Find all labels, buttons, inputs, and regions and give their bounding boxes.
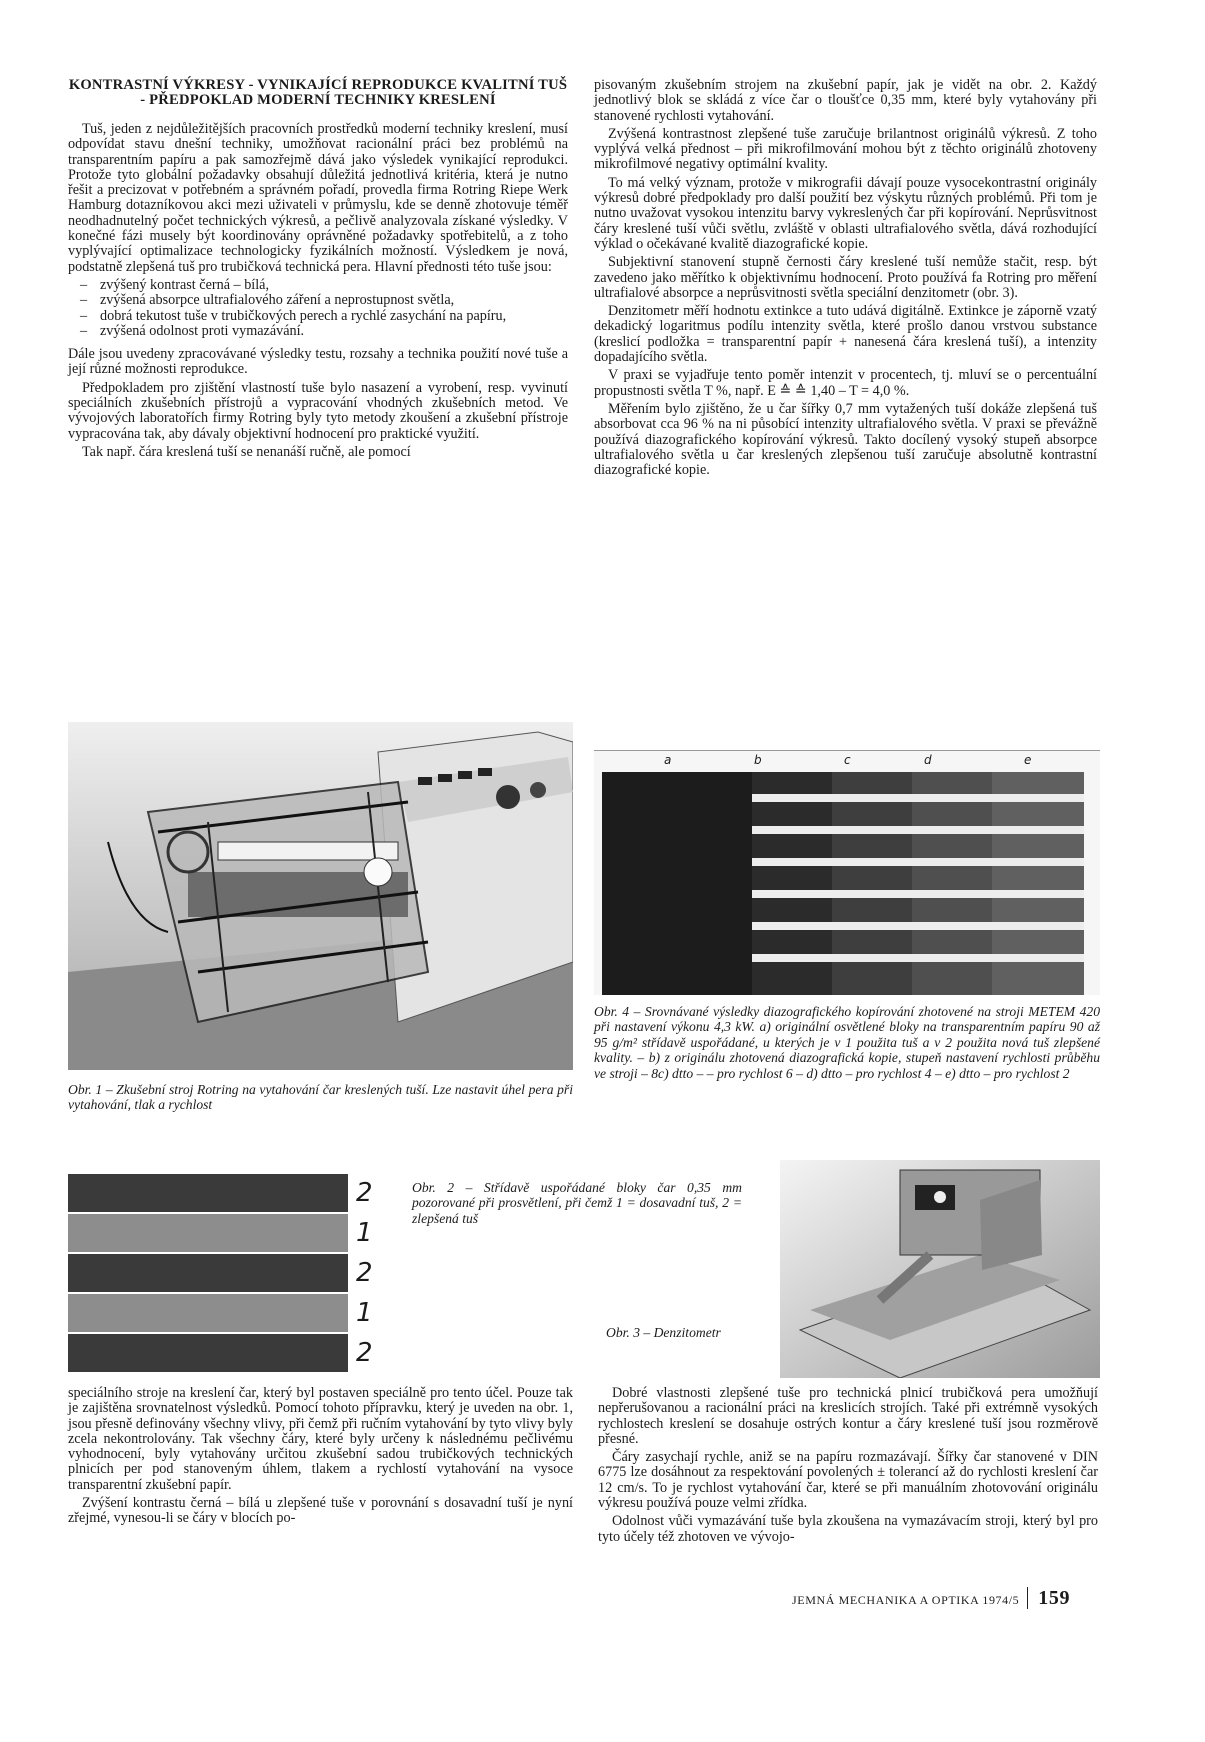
fig4-label-a: a [664, 753, 672, 767]
figure-2-caption: Obr. 2 – Střídavě uspořádané bloky čar 0,35 mm pozorované při prosvětlení, při čemž 1 = dosavadní tuš, 2 = zlepšená tuš [412, 1180, 742, 1226]
densitometer-illustration [780, 1160, 1100, 1378]
paragraph: V praxi se vyjadřuje tento poměr intenzit v procentech, tj. mluví se o percentuální propustnosti světla T %, např. E ≙ ≙ 1,40 – T = 4,0 %. [594, 367, 1097, 399]
fig4-bars [594, 772, 1100, 995]
right-column-bottom [598, 1386, 1098, 1548]
fig2-label: 1 [356, 1218, 373, 1248]
block-1 [68, 1294, 348, 1332]
figure-3-caption: Obr. 3 – Denzitometr [606, 1325, 721, 1340]
paragraph: Denzitometr měří hodnotu extinkce a tuto udává digitálně. Extinkce je záporně vzatý dekadický logaritmus podílu intenzity světla, které prošlo danou vrstvou substance (kreslicí podložka = transparentní papír + nanesená čára kreslená tuší), a intenzity dopadajícího světla. [594, 303, 1097, 366]
fig4-label-b: b [754, 753, 762, 767]
block-2 [68, 1334, 348, 1372]
paragraph: Dále jsou uvedeny zpracovávané výsledky testu, rozsahy a technika použití nové tuše a její různé možnosti reprodukce. [68, 346, 568, 378]
block-2 [68, 1174, 348, 1212]
paragraph: Dobré vlastnosti zlepšené tuše pro technická plnicí trubičková pera umožňují nepřerušovanou a racionální práci na kreslicích strojích. Také při extrémně vysokých rychlostech kreslení se dosahuje ostrých kontur a čáry kreslené tuší jsou rozměrově přesné. [598, 1385, 1098, 1447]
page-footer [792, 1587, 1070, 1610]
block-1 [68, 1214, 348, 1252]
paragraph: Zvýšená kontrastnost zlepšené tuše zaručuje brilantnost originálů výkresů. Z toho vyplývá velká přednost – při mikrofilmování mohou být z těchto originálů zhotoveny mikrofilmové negativy optimální kvality. [594, 125, 1097, 173]
fig4-label-e: e [1024, 753, 1032, 767]
paragraph: Tak např. čára kreslená tuší se nenanáší ručně, ale pomocí [82, 443, 411, 460]
fig2-label: 2 [356, 1258, 373, 1288]
article-title: KONTRASTNÍ VÝKRESY - VYNIKAJÍCÍ REPRODUKCE KVALITNÍ TUŠ - PŘEDPOKLAD MODERNÍ TECHNIKY KRESLENÍ [68, 77, 568, 108]
paragraph: Odolnost vůči vymazávání tuše byla zkoušena na vymazávacím stroji, který byl pro tyto účely též zhotoven ve vývojo- [598, 1513, 1098, 1545]
fig2-label: 2 [356, 1178, 373, 1208]
figure-4-caption: Obr. 4 – Srovnávané výsledky diazografického kopírování zhotovené na stroji METEM 420 při nastavení výkonu 4,3 kW. a) originální osvětlené bloky na transparentním papíru 90 až 95 g/m² střídavě uspořádané, u kterých je v 1 použita tuš a v 2 použita nová tuš zlepšené kvality. – b) z originálu zhotovená diazografická kopie, stupeň nastavení rychlosti průběhu ve stroji – 8c) dtto – – pro rychlost 6 – d) dtto – pro rychlost 4 – e) dtto – pro rychlost 2 [594, 1004, 1100, 1081]
paragraph: Tuš, jeden z nejdůležitějších pracovních prostředků moderní techniky kreslení, musí odpovídat stavu dnešní techniky, umožňovat racionální práci bez problémů na transparentním papíru a pak samozřejmě dává jako výsledek vynikající reprodukci. Protože tyto globální požadavky obsahují důležitá jednotlivá kritéria, která je nutno řešit a precizovat v potřebném a správném pořadí, provedla firma Rotring Riepe Werk Hamburg dotazníkovou akci mezi uživateli v průmyslu, kde se denně zhotovuje téměř neodhadnutelný počet technických výkresů, a pečlivě analyzovala získané výsledky. V konečné fázi musely být koordinovány oprávněné požadavky spotřebitelů, a z toho vyplývající optimalizace technologicky fyzikálních možností. Výsledkem je nová, podstatně zlepšená tuš pro trubičková technická pera. Hlavní přednosti této tuše jsou: [68, 121, 568, 275]
figure-1-caption: Obr. 1 – Zkušební stroj Rotring na vytahování čar kreslených tuší. Lze nastavit úhel pera při vytahování, tlak a rychlost [68, 1082, 573, 1113]
paragraph: Měřením bylo zjištěno, že u čar šířky 0,7 mm vytažených tuší dokáže zlepšená tuš absorbovat cca 96 % na ni působící intenzity ultrafialového světla. V praxi se převážně používá diazografického kopírování výkresů. Takto docílený vysoký stupeň absorpce ultrafialového světla u čar kreslených zlepšenou tuší zaručuje absolutně kontrastní diazografické kopie. [594, 400, 1097, 479]
list-item: – zvýšená odolnost proti vymazávání. [100, 324, 568, 339]
paragraph: Zvýšení kontrastu černá – bílá u zlepšené tuše v porovnání s dosavadní tuší je nyní zřejmé, vynesou-li se čáry v blocích po- [68, 1495, 573, 1527]
fig4-label-row [594, 750, 1100, 773]
list-item: – zvýšená absorpce ultrafialového záření a neprostupnost světla, [100, 293, 568, 308]
paragraph: Předpokladem pro zjištění vlastností tuše bylo nasazení a vyrobení, resp. vyvinutí speciálních zkušebních přístrojů a vypracování vhodných zkušebních metod. Ve vývojových laboratořích firmy Rotring byly tyto metody zkoušení a zkušební přístroje vypracována tak, aby dávaly objektivní hodnocení pro praktické využití. [68, 379, 568, 442]
paragraph: Čáry zasychají rychle, aniž se na papíru rozmazávají. Šířky čar stanovené v DIN 6775 lze dosáhnout za respektování povolených ± tolerancí až do rychlosti kreslení čar 12 cm/s. To je rychlost vytahování čar, které se při manuálním zhotovování originálu výkresu používá pouze velmi zřídka. [598, 1449, 1098, 1512]
figure-4-image [594, 750, 1100, 995]
fig2-label: 1 [356, 1298, 373, 1328]
journal-name: JEMNÁ MECHANIKA A OPTIKA 1974/5 [792, 1593, 1020, 1607]
left-column-top [68, 78, 568, 463]
fig2-label: 2 [356, 1338, 373, 1368]
list-item: – dobrá tekutost tuše v trubičkových perech a rychlé zasychání na papíru, [100, 309, 568, 324]
figure-2-image [68, 1174, 390, 1374]
paragraph: To má velký význam, protože v mikrografii dávají pouze vysocekontrastní originály výkresů dobré předpoklady pro další použití bez výskytu různých problémů. Při tom je nutno uvažovat vysokou intenzitu barvy vykreslených čar při kopírování. Neprůsvitnost čáry kreslené tuší vůči světlu, zvláště v oblasti ultrafialového světla, dává rozhodující výklad o očekávané kvalitě diazografické kopie. [594, 174, 1097, 252]
figure-3-photo [780, 1160, 1100, 1378]
left-column-bottom [68, 1386, 573, 1530]
paragraph: Subjektivní stanovení stupně černosti čáry kreslené tuší nemůže stačit, resp. být zavedeno jako měřítko k objektivnímu hodnocení. Proto používá fa Rotring pro měření ultrafialové absorpce a neprůsvitnosti světla speciální denzitometr (obr. 3). [594, 254, 1097, 301]
block-2 [68, 1254, 348, 1292]
paragraph: pisovaným zkušebním strojem na zkušební papír, jak je vidět na obr. 2. Každý jednotlivý blok se skládá z více čar o tloušťce 0,35 mm, které byly vytahovány při stanovené rychlosti vytahování. [594, 77, 1097, 124]
advantages-list [68, 278, 568, 339]
list-item: – zvýšený kontrast černá – bílá, [100, 278, 568, 293]
drawing-machine-illustration [68, 722, 573, 1070]
paragraph: speciálního stroje na kreslení čar, který byl postaven speciálně pro tento účel. Pouze tak je zajištěna srovnatelnost výsledků. Pomocí tohoto přípravku, který je uveden na obr. 1, jsou přesně definovány všechny vlivy, při čemž při ručním vytahování by tyto vlivy byly zcela nekontrolovány. Tak všechny čáry, které byly určeny k následnému pečlivému vyhodnocení, byly vytahovány určitou zkušební sadou trubičkových technických plnicích per pod stanoveným úhlem, tlakem a rychlostí vytahování na vysoce transparentní zkušební papír. [68, 1385, 573, 1493]
figure-1-photo [68, 722, 573, 1070]
fig4-label-d: d [924, 753, 932, 767]
page-number: 159 [1027, 1587, 1070, 1609]
fig4-label-c: c [844, 753, 851, 767]
right-column-top [594, 78, 1097, 481]
